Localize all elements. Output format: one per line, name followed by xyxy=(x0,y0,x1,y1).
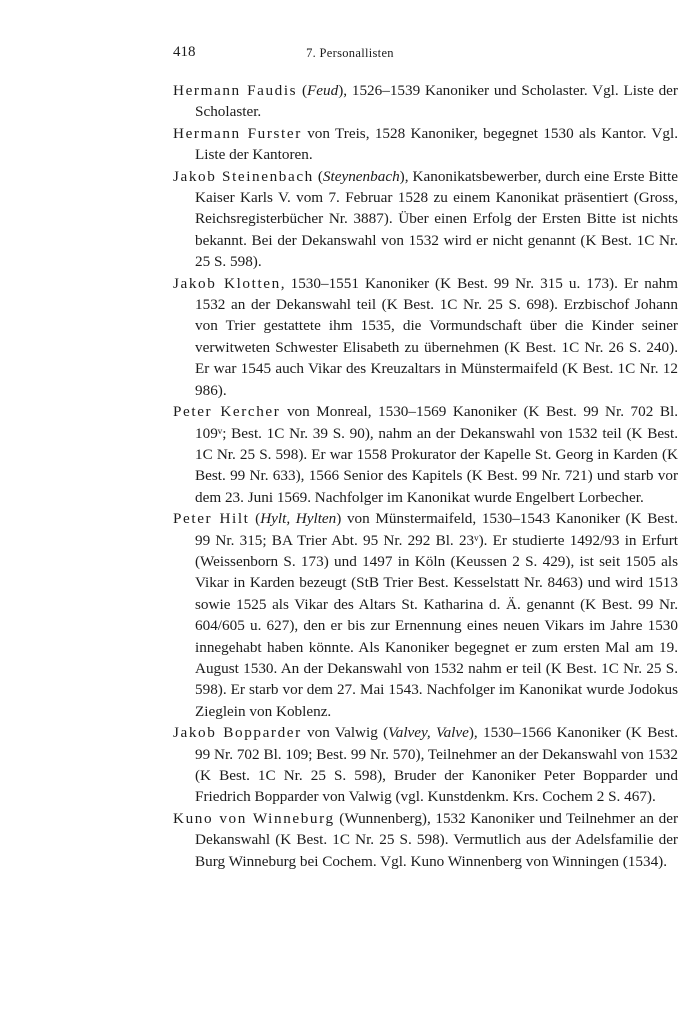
person-name: Jakob Klotten xyxy=(173,274,281,292)
page-number: 418 xyxy=(173,44,196,60)
running-title: 7. Personallisten xyxy=(306,46,394,60)
person-name: Peter Kercher xyxy=(173,403,281,421)
person-name: Jakob Steinenbach xyxy=(173,167,314,185)
list-item xyxy=(173,722,678,808)
person-name: Hermann Faudis xyxy=(173,82,298,99)
entry-text: ), Kanonikatsbewerber, durch eine Erste Bitte Kaiser Karls V. vom 7. Februar 1528 zu einem Kanonikat präsentiert (Gross, Reichsregisterbücher Nr. 3887). Über einen Erfolg der Ersten Bitte ist nichts bekannt. Bei der Dekanswahl von 1532 wird er nicht genannt (K Best. 1C Nr. 25 S. 598). xyxy=(195,167,678,271)
entry-text: ( xyxy=(249,510,261,528)
list-item xyxy=(173,808,678,872)
name-variant: Valvey, Valve xyxy=(388,724,469,742)
entry-text: von Valwig ( xyxy=(301,724,389,742)
entry-text: von Monreal, 1530–1569 Kanoniker (K Best. 99 Nr. 702 Bl. 109ᵛ; Best. 1C Nr. 39 S. 90), nahm an der Dekanswahl von 1532 teil (K Best. 1C Nr. 25 S. 598). Er war 1558 Prokurator der Kapelle St. Georg in Karden (K Best. 99 Nr. 633), 1566 Senior des Kapitels (K Best. 99 Nr. 721) und starb vor dem 23. Juni 1569. Nachfolger im Kanonikat wurde Engelbert Lorbecher. xyxy=(195,403,679,506)
entry-text: ( xyxy=(297,82,308,99)
entry-text: ), 1526–1539 Kanoniker und Scholaster. Vgl. Liste der Scholaster. xyxy=(195,82,678,121)
list-item xyxy=(173,508,678,722)
page-header xyxy=(0,44,700,64)
person-name: Peter Hilt xyxy=(173,510,250,528)
entry-text: , 1530–1551 Kanoniker (K Best. 99 Nr. 315 u. 173). Er nahm 1532 an der Dekanswahl teil (K Best. 1C Nr. 25 S. 698). Erzbischof Johann von Trier gestattete ihm 1535, die Vormundschaft über die Kinder seiner verwitweten Schwester Elisabeth zu übernehmen (K Best. 1C Nr. 26 S. 240). Er war 1545 auch Vikar des Kreuzaltars in Münstermaifeld (K Best. 1C Nr. 12 986). xyxy=(195,274,678,399)
list-item xyxy=(173,123,678,166)
name-variant: Hylt, Hylten xyxy=(260,510,337,528)
list-item xyxy=(173,273,678,401)
entry-text: ( xyxy=(313,167,323,185)
name-variant: Steynenbach xyxy=(322,167,400,185)
person-name: Jakob Bopparder xyxy=(173,724,302,742)
name-variant: Feud xyxy=(307,82,339,99)
list-item xyxy=(173,401,678,508)
entry-text: ) von Münstermaifeld, 1530–1543 Kanoniker (K Best. 99 Nr. 315; BA Trier Abt. 95 Nr. 292 Bl. 23ᵛ). Er studierte 1492/93 in Erfurt (Weissenborn S. 173) und 1497 in Köln (Keussen 2 S. 429), ist seit 1505 als Vikar in Karden bezeugt (StB Trier Best. Kesselstatt Nr. 8463) und wird 1513 sowie 1525 als Vikar des Altars St. Katharina d. Ä. genannt (K Best. 99 Nr. 604/605 u. 627), den er bis zur Ernennung eines neuen Vikars im Jahre 1530 innegehabt haben könnte. Als Kanoniker begegnet er zum ersten Mal am 19. August 1530. An der Dekanswahl von 1532 nahm er teil (K Best. 1C Nr. 25 S. 598). Er starb vor dem 27. Mai 1543. Nachfolger im Kanonikat wurde Jodokus Zieglein von Koblenz. xyxy=(195,510,678,720)
entry-list xyxy=(173,80,678,872)
entry-text: ), 1530–1566 Kanoniker (K Best. 99 Nr. 702 Bl. 109; Best. 99 Nr. 570), Teilnehmer an der Dekanswahl von 1532 (K Best. 1C Nr. 25 S. 598), Bruder der Kanoniker Peter Bopparder und Friedrich Bopparder von Valwig (vgl. Kunstdenkm. Krs. Cochem 2 S. 467). xyxy=(195,724,678,806)
entry-text: von Treis, 1528 Kanoniker, begegnet 1530 als Kantor. Vgl. Liste der Kantoren. xyxy=(195,124,678,164)
person-name: Kuno von Winneburg xyxy=(173,809,335,827)
list-item xyxy=(173,80,678,123)
list-item xyxy=(173,166,678,273)
person-name: Hermann Furster xyxy=(173,124,302,142)
entry-text: (Wunnenberg), 1532 Kanoniker und Teilnehmer an der Dekanswahl (K Best. 1C Nr. 25 S. 598). Vermutlich aus der Adelsfamilie der Burg Winneburg bei Cochem. Vgl. Kuno Winnenberg von Winningen (1534). xyxy=(195,809,678,870)
